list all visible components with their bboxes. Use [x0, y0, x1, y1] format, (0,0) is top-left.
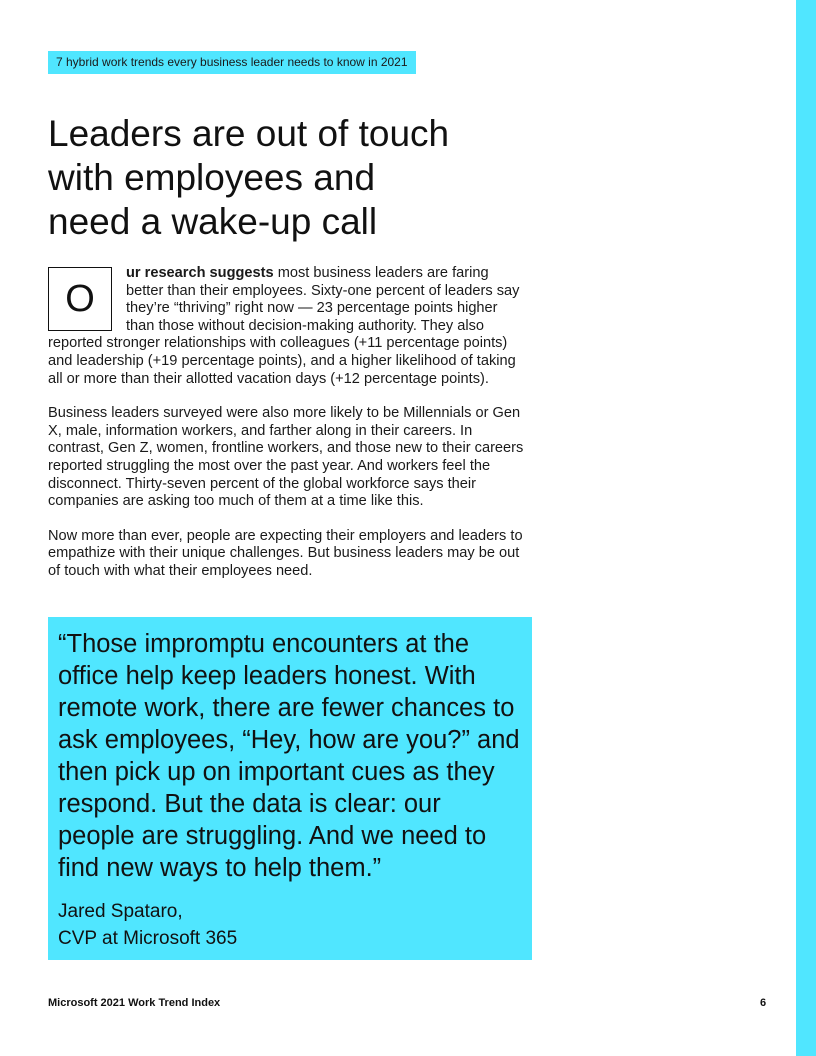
paragraph-1 — [48, 265, 526, 388]
quote-attribution — [58, 898, 522, 952]
lead-in: ur research suggests — [126, 265, 274, 281]
page-title — [48, 112, 518, 244]
quote-author-role: CVP at Microsoft 365 — [58, 928, 238, 949]
title-line-1: Leaders are out of touch — [48, 113, 450, 154]
footer-title: Microsoft 2021 Work Trend Index — [48, 997, 221, 1009]
drop-cap: O — [48, 267, 112, 331]
pull-quote-box — [48, 617, 532, 960]
quote-author: Jared Spataro, — [58, 901, 183, 922]
accent-side-bar — [796, 0, 816, 1056]
paragraph-2: Business leaders surveyed were also more likely to be Millennials or Gen X, male, information workers, and farther along in their careers. In contrast, Gen Z, women, frontline workers, and those new to their careers reported struggling the most over the past year. And workers feel the disconnect. Thirty-seven percent of the global workforce says their companies are asking too much of them at a time like this. — [48, 405, 524, 510]
section-tag: 7 hybrid work trends every business leader needs to know in 2021 — [48, 51, 416, 74]
body-text — [48, 265, 526, 598]
title-line-3: need a wake-up call — [48, 201, 378, 242]
paragraph-3: Now more than ever, people are expecting their employers and leaders to empathize with their unique challenges. But business leaders may be out of touch with what their employees need. — [48, 527, 523, 579]
paragraph-1-text: most business leaders are faring better than their employees. Sixty-one percent of leaders say they’re “thriving” right now — 23 percentage points higher than those without decision-making authority. They also reported stronger relationships with colleagues (+11 percentage points) and leadership (+19 percentage points), and a higher likelihood of taking all or more than their allotted vacation days (+12 percentage points). — [48, 265, 520, 387]
pull-quote: “Those impromptu encounters at the office help keep leaders honest. With remote work, there are fewer chances to ask employees, “Hey, how are you?” and then pick up on important cues as they respond. But the data is clear: our people are struggling. And we need to find new ways to help them.” — [58, 630, 520, 882]
title-line-2: with employees and — [48, 157, 376, 198]
page-number: 6 — [760, 997, 767, 1009]
